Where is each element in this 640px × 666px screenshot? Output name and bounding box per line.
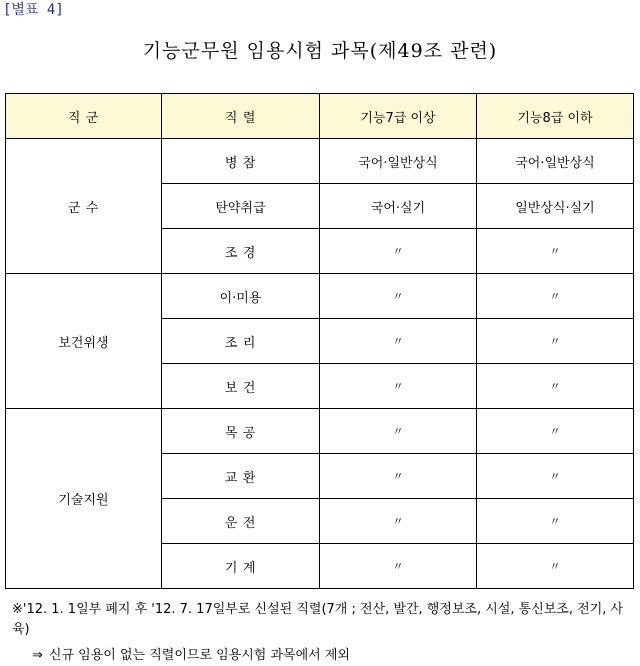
right-arrow-icon: ⇒ [32,648,43,663]
series-cell: 교 환 [162,454,320,499]
group-cell: 군 수 [6,139,162,274]
header-job-group: 직 군 [6,94,162,139]
grade7-cell: 〃 [320,229,477,274]
grade8-cell: 〃 [477,499,634,544]
grade7-cell: 〃 [320,409,477,454]
conclusion-text: 신규 임용이 없는 직렬이므로 임용시험 과목에서 제외 [48,648,350,663]
series-cell: 병 참 [162,139,320,184]
grade8-cell: 〃 [477,364,634,409]
series-cell: 목 공 [162,409,320,454]
exam-subjects-table [5,93,634,589]
grade7-cell: 〃 [320,499,477,544]
grade7-cell: 〃 [320,319,477,364]
grade8-cell: 국어·일반상식 [477,139,634,184]
series-cell: 탄약취급 [162,184,320,229]
grade7-cell: 〃 [320,364,477,409]
table-header-row [6,94,634,139]
series-cell: 이·미용 [162,274,320,319]
grade8-cell: 〃 [477,544,634,589]
grade8-cell: 일반상식·실기 [477,184,634,229]
header-grade8-below: 기능8급 이하 [477,94,634,139]
group-cell: 기술지원 [6,409,162,589]
series-cell: 기 계 [162,544,320,589]
grade8-cell: 〃 [477,274,634,319]
group-cell: 보건위생 [6,274,162,409]
grade8-cell: 〃 [477,319,634,364]
appendix-label: [별표 4] [3,2,64,18]
conclusion-note [32,644,350,663]
grade7-cell: 국어·실기 [320,184,477,229]
grade8-cell: 〃 [477,229,634,274]
grade7-cell: 〃 [320,544,477,589]
table-row [6,139,634,184]
header-job-series: 직 렬 [162,94,320,139]
series-cell: 조 경 [162,229,320,274]
grade7-cell: 국어·일반상식 [320,139,477,184]
header-grade7-above: 기능7급 이상 [320,94,477,139]
series-cell: 보 건 [162,364,320,409]
grade7-cell: 〃 [320,274,477,319]
grade7-cell: 〃 [320,454,477,499]
series-cell: 조 리 [162,319,320,364]
grade8-cell: 〃 [477,454,634,499]
grade8-cell: 〃 [477,409,634,454]
footnote: ※'12. 1. 1일부 폐지 후 '12. 7. 17일부로 신설된 직렬(7개 ; 전산, 발간, 행정보조, 시설, 통신보조, 전기, 사육) [12,602,624,637]
series-cell: 운 전 [162,499,320,544]
document-title: 기능군무원 임용시험 과목(제49조 관련) [142,40,498,62]
table-row [6,409,634,454]
table-row [6,274,634,319]
